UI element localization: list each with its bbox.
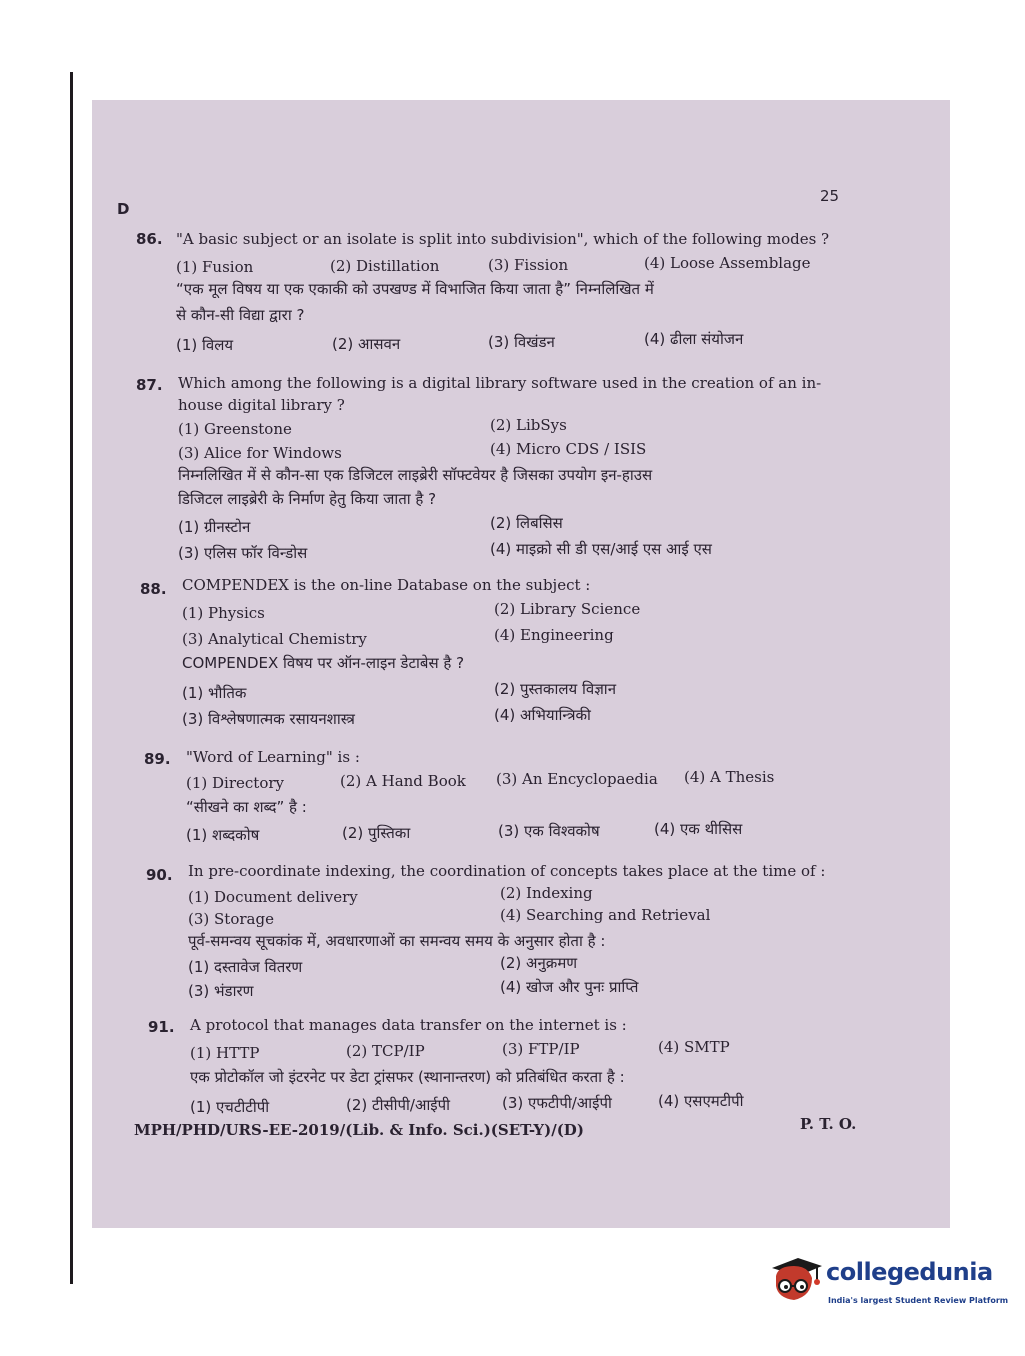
page-number: 25	[820, 187, 840, 205]
brand-tagline: India's largest Student Review Platform	[828, 1296, 1009, 1305]
option-hindi: (4) एसएमटीपी	[658, 1092, 744, 1110]
paper-code: MPH/PHD/URS-EE-2019/(Lib. & Info. Sci.)(SET-Y)/(D)	[134, 1121, 584, 1139]
option: (4) Micro CDS / ISIS	[490, 440, 647, 458]
option: (3) Fission	[488, 256, 569, 274]
question-number: 86.	[136, 230, 163, 248]
option: (2) LibSys	[490, 416, 567, 434]
option-hindi: (2) आसवन	[332, 335, 401, 353]
question-89	[144, 744, 864, 844]
collegedunia-logo	[768, 1252, 1009, 1312]
option-hindi: (1) विलय	[176, 336, 234, 354]
question-number: 91.	[148, 1018, 175, 1036]
brand-name: collegedunia	[826, 1258, 993, 1286]
question-text: A protocol that manages data transfer on the internet is :	[190, 1016, 627, 1034]
question-text: "Word of Learning" is :	[186, 748, 360, 766]
option: (1) HTTP	[190, 1044, 260, 1062]
question-text-hindi: से कौन-सी विद्या द्वारा ?	[176, 306, 305, 324]
option-hindi: (4) खोज और पुनः प्राप्ति	[500, 978, 639, 996]
option: (1) Fusion	[176, 258, 254, 276]
question-text-hindi: डिजिटल लाइब्रेरी के निर्माण हेतु किया जाता है ?	[178, 490, 437, 508]
question-number: 88.	[140, 580, 167, 598]
option: (4) Loose Assemblage	[644, 254, 811, 272]
option: (1) Directory	[186, 774, 284, 792]
option: (2) Library Science	[494, 600, 641, 618]
option: (3) An Encyclopaedia	[496, 770, 658, 788]
option: (4) A Thesis	[684, 768, 775, 786]
option: (1) Document delivery	[188, 888, 358, 906]
question-text-hindi: पूर्व-समन्वय सूचकांक में, अवधारणाओं का समन्वय समय के अनुसार होता है :	[188, 932, 606, 950]
pto-label: P. T. O.	[800, 1115, 857, 1133]
option-hindi: (4) ढीला संयोजन	[644, 330, 744, 348]
option-hindi: (2) अनुक्रमण	[500, 954, 578, 972]
question-text: COMPENDEX is the on-line Database on the subject :	[182, 576, 591, 594]
option: (2) Distillation	[330, 257, 440, 275]
option: (2) TCP/IP	[346, 1042, 425, 1060]
option-hindi: (4) अभियान्त्रिकी	[494, 706, 591, 724]
option-hindi: (2) पुस्तिका	[342, 824, 411, 842]
question-90	[146, 856, 866, 1006]
option-hindi: (3) एफटीपी/आईपी	[502, 1094, 612, 1112]
option-hindi: (3) विश्लेषणात्मक रसायनशास्त्र	[182, 710, 355, 728]
mascot-icon	[768, 1252, 824, 1312]
option: (1) Physics	[182, 604, 265, 622]
option-hindi: (2) टीसीपी/आईपी	[346, 1096, 451, 1114]
set-letter: D	[117, 200, 130, 218]
option-hindi: (1) ग्रीनस्टोन	[178, 518, 251, 536]
question-text: "A basic subject or an isolate is split into subdivision", which of the following modes ?	[176, 230, 830, 248]
scan-edge	[70, 72, 73, 1284]
question-number: 87.	[136, 376, 163, 394]
option-hindi: (2) पुस्तकालय विज्ञान	[494, 680, 617, 698]
option-hindi: (3) विखंडन	[488, 333, 555, 351]
option: (4) SMTP	[658, 1038, 730, 1056]
question-text-hindi: “एक मूल विषय या एक एकाकी को उपखण्ड में विभाजित किया जाता है” निम्नलिखित में	[176, 280, 654, 298]
question-text-hindi: निम्नलिखित में से कौन-सा एक डिजिटल लाइब्रेरी सॉफ्टवेयर है जिसका उपयोग इन-हाउस	[178, 466, 653, 484]
option: (4) Engineering	[494, 626, 614, 644]
option-hindi: (4) एक थीसिस	[654, 820, 743, 838]
option: (3) Storage	[188, 910, 274, 928]
option-hindi: (1) शब्दकोष	[186, 826, 260, 844]
question-number: 90.	[146, 866, 173, 884]
option-hindi: (4) माइक्रो सी डी एस/आई एस आई एस	[490, 540, 712, 558]
option: (4) Searching and Retrieval	[500, 906, 711, 924]
option-hindi: (3) एलिस फॉर विन्डोस	[178, 544, 308, 562]
option: (2) Indexing	[500, 884, 593, 902]
option: (3) FTP/IP	[502, 1040, 580, 1058]
option: (3) Analytical Chemistry	[182, 630, 367, 648]
question-number: 89.	[144, 750, 171, 768]
option-hindi: (1) एचटीटीपी	[190, 1098, 270, 1116]
option-hindi: (3) एक विश्वकोष	[498, 822, 600, 840]
question-text: house digital library ?	[178, 396, 345, 414]
option: (3) Alice for Windows	[178, 444, 342, 462]
option-hindi: (3) भंडारण	[188, 982, 254, 1000]
question-88	[140, 574, 860, 734]
option-hindi: (2) लिबसिस	[490, 514, 563, 532]
question-text-hindi: “सीखने का शब्द” है :	[186, 798, 307, 816]
question-text: In pre-coordinate indexing, the coordination of concepts takes place at the time of :	[188, 862, 826, 880]
question-text: Which among the following is a digital library software used in the creation of an in-	[178, 374, 822, 392]
question-text-hindi: एक प्रोटोकॉल जो इंटरनेट पर डेटा ट्रांसफर (स्थानान्तरण) को प्रतिबंधित करता है :	[190, 1068, 625, 1086]
option: (2) A Hand Book	[340, 772, 466, 790]
question-87	[136, 368, 856, 562]
question-text-hindi: COMPENDEX विषय पर ऑन-लाइन डेटाबेस है ?	[182, 654, 465, 672]
option-hindi: (1) भौतिक	[182, 684, 247, 702]
question-91	[148, 1014, 868, 1114]
question-86	[136, 228, 856, 358]
option-hindi: (1) दस्तावेज वितरण	[188, 958, 303, 976]
option: (1) Greenstone	[178, 420, 292, 438]
